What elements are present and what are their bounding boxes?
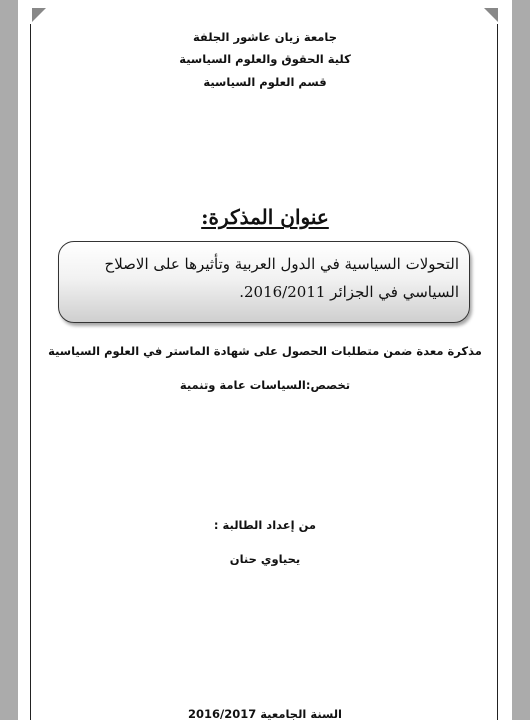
department-name: قسم العلوم السياسية <box>203 75 327 89</box>
page-border-frame <box>30 24 498 720</box>
page-corner-marker-left <box>32 8 46 22</box>
specialization: تخصص:السياسات عامة وتنمية <box>179 378 351 392</box>
faculty-name: كلية الحقوق والعلوم السياسية <box>179 52 351 66</box>
thesis-title-label: عنوان المذكرة: <box>201 205 329 229</box>
student-name: يحياوي حنان <box>229 552 301 566</box>
document-page <box>18 0 512 720</box>
thesis-title-box <box>58 241 470 323</box>
page-corner-marker-right <box>484 8 498 22</box>
thesis-title-line-1: التحولات السياسية في الدول العربية وتأثيرها على الاصلاح <box>104 255 459 273</box>
prepared-by-label: من إعداد الطالبة : <box>213 518 317 532</box>
academic-year: السنة الجامعية 2016/2017 <box>187 707 342 720</box>
thesis-title <box>69 250 459 306</box>
university-name: جامعة زيان عاشور الجلفة <box>192 30 338 44</box>
memo-statement: مذكرة معدة ضمن متطلبات الحصول على شهادة الماستر في العلوم السياسية <box>48 344 482 358</box>
thesis-title-line-2: السياسي في الجزائر 2016/2011. <box>239 283 459 301</box>
